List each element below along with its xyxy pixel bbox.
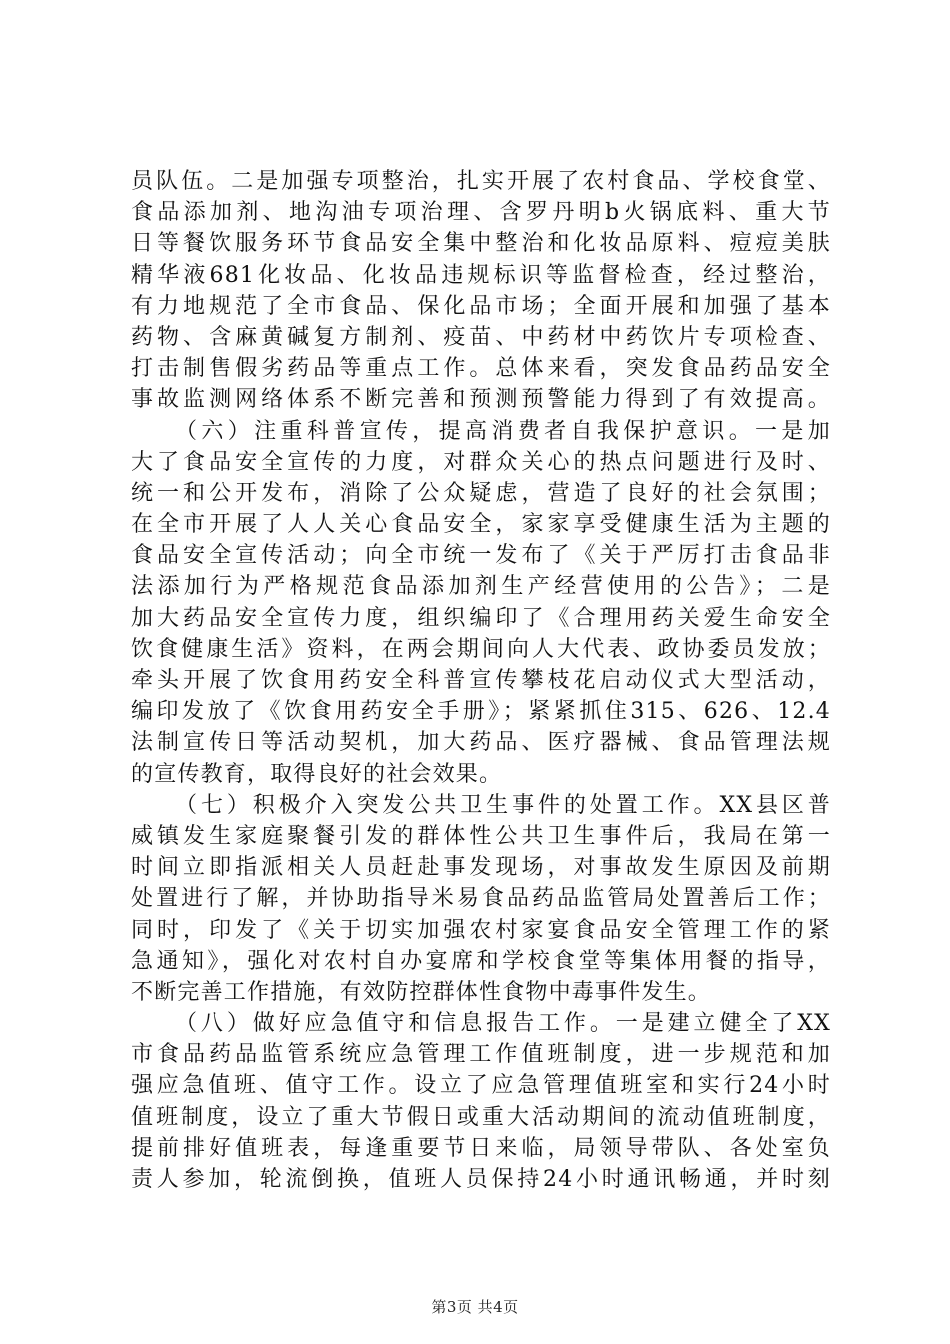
text-line: 精华液681化妆品、化妆品违规标识等监督检查，经过整治， xyxy=(131,262,831,288)
text-line: 提前排好值班表，每逢重要节日来临，局领导带队、各处室负 xyxy=(131,1135,831,1161)
text-line: 有力地规范了全市食品、保化品市场；全面开展和加强了基本 xyxy=(131,293,831,319)
text-line: 饮食健康生活》资料，在两会期间向人大代表、政协委员发放； xyxy=(131,636,831,662)
text-line: 的宣传教育，取得良好的社会效果。 xyxy=(131,761,503,787)
paragraph-heading-line: （七）积极介入突发公共卫生事件的处置工作。XX县区普 xyxy=(175,792,831,818)
page-number-footer: 第3页 共4页 xyxy=(431,1298,519,1316)
paragraph-heading-line: （六）注重科普宣传，提高消费者自我保护意识。一是加 xyxy=(175,418,831,444)
text-line: 法制宣传日等活动契机，加大药品、医疗器械、食品管理法规 xyxy=(131,730,831,756)
text-line: 急通知》，强化对农村自办宴席和学校食堂等集体用餐的指导， xyxy=(131,948,831,974)
text-line: 时间立即指派相关人员赶赴事发现场，对事故发生原因及前期 xyxy=(131,855,831,881)
text-line: 不断完善工作措施，有效防控群体性食物中毒事件发生。 xyxy=(131,979,712,1005)
text-line: 食品安全宣传活动；向全市统一发布了《关于严厉打击食品非 xyxy=(131,543,831,569)
text-line: 日等餐饮服务环节食品安全集中整治和化妆品原料、痘痘美肤 xyxy=(131,231,831,257)
text-line: 食品添加剂、地沟油专项治理、含罗丹明b火锅底料、重大节 xyxy=(131,200,831,226)
body-text xyxy=(131,166,831,1195)
text-line: 法添加行为严格规范食品添加剂生产经营使用的公告》；二是 xyxy=(131,574,831,600)
text-line: 同时，印发了《关于切实加强农村家宴食品安全管理工作的紧 xyxy=(131,917,831,943)
text-line: 大了食品安全宣传的力度，对群众关心的热点问题进行及时、 xyxy=(131,449,831,475)
text-line: 打击制售假劣药品等重点工作。总体来看，突发食品药品安全 xyxy=(131,356,831,382)
text-line: 处置进行了解，并协助指导米易食品药品监管局处置善后工作； xyxy=(131,886,831,912)
text-line: 统一和公开发布，消除了公众疑虑，营造了良好的社会氛围； xyxy=(131,480,831,506)
text-line: 威镇发生家庭聚餐引发的群体性公共卫生事件后，我局在第一 xyxy=(131,823,831,849)
text-line: 责人参加，轮流倒换，值班人员保持24小时通讯畅通，并时刻 xyxy=(131,1167,831,1192)
text-line: 编印发放了《饮食用药安全手册》；紧紧抓住315、626、12.4 xyxy=(131,699,831,725)
text-line: 事故监测网络体系不断完善和预测预警能力得到了有效提高。 xyxy=(131,387,831,413)
text-line: 值班制度，设立了重大节假日或重大活动期间的流动值班制度， xyxy=(131,1104,831,1130)
text-line: 加大药品安全宣传力度，组织编印了《合理用药关爱生命安全 xyxy=(131,605,831,631)
text-line: 员队伍。二是加强专项整治，扎实开展了农村食品、学校食堂、 xyxy=(131,169,831,194)
text-line: 在全市开展了人人关心食品安全，家家享受健康生活为主题的 xyxy=(131,512,831,538)
text-line: 牵头开展了饮食用药安全科普宣传攀枝花启动仪式大型活动， xyxy=(131,668,831,693)
text-line: 强应急值班、值守工作。设立了应急管理值班室和实行24小时 xyxy=(131,1073,831,1099)
text-line: 市食品药品监管系统应急管理工作值班制度，进一步规范和加 xyxy=(131,1042,831,1068)
text-line: 药物、含麻黄碱复方制剂、疫苗、中药材中药饮片专项检查、 xyxy=(131,324,831,350)
paragraph-heading-line: （八）做好应急值守和信息报告工作。一是建立健全了XX xyxy=(175,1011,831,1037)
